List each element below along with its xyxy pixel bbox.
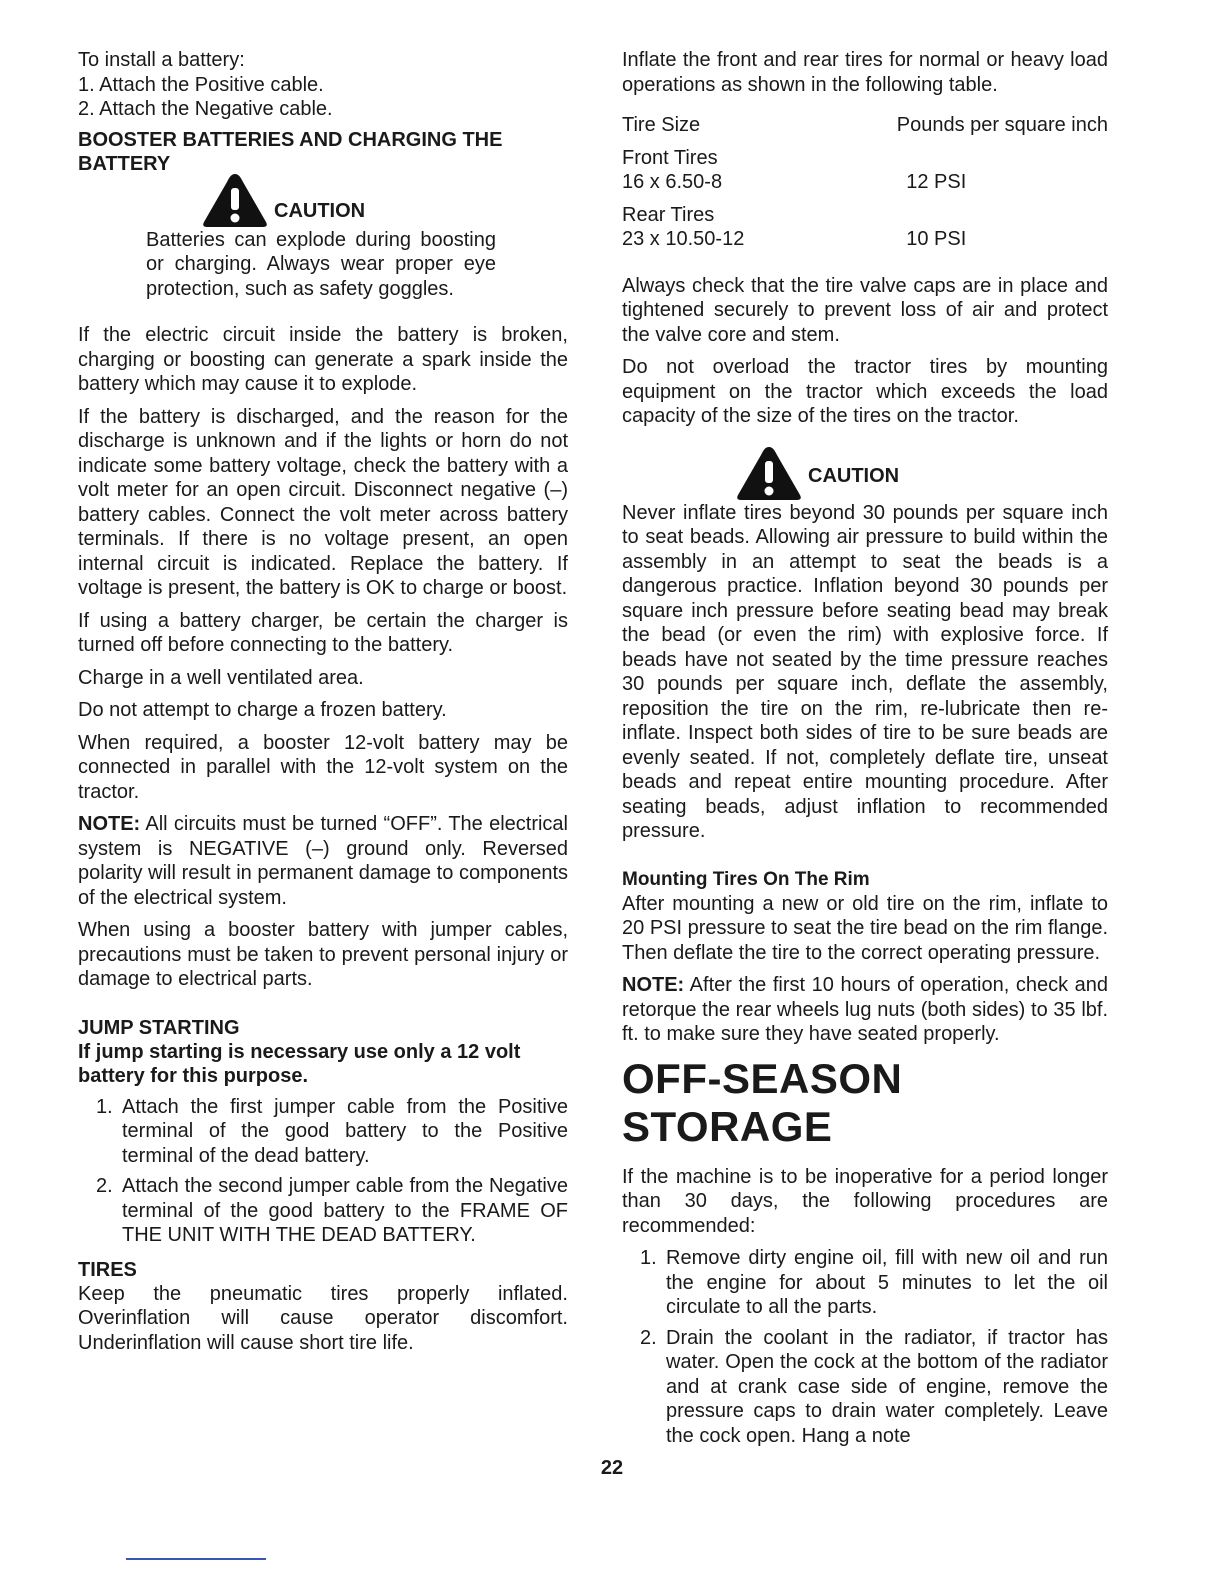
column-header: Pounds per square inch [896,114,1108,136]
jumper-paragraph: When using a booster battery with jumper cables, precautions must be taken to prevent personal injury or damage to electrical parts. [78,919,568,990]
table-cell-size: 23 x 10.50-12 [622,228,745,250]
note-paragraph [622,973,1108,1047]
note-text: All circuits must be turned “OFF”. The electrical system is NEGATIVE (–) ground only. Reversed polarity will result in permanent damage to components of the electrical system. [78,813,568,909]
install-step: 2. Attach the Negative cable. [78,98,333,120]
storage-heading: OFF-SEASON STORAGE [622,1054,903,1150]
tire-pressure-table [622,113,1108,252]
tires-heading: TIRES [78,1258,137,1281]
caution-box-tires [734,437,1108,501]
paragraph: If the electric circuit inside the battery is broken, charging or boosting can generate a spark inside the battery which may cause it to explode. [78,324,568,395]
jump-starting-heading: JUMP STARTING [78,1016,240,1039]
table-cell-size: 16 x 6.50-8 [622,171,723,193]
list-text: Attach the second jumper cable from the Negative terminal of the good battery to the FRAME OF THE UNIT WITH THE DEAD BATTERY. [122,1175,568,1246]
caution-label: CAUTION [274,200,366,222]
tires-text: Keep the pneumatic tires properly inflated. Overinflation will cause operator discomfort. Underinflation will cause short tire life. [78,1282,568,1354]
table-group: Rear Tires [622,203,715,226]
install-intro: To install a battery: [78,49,245,71]
valve-caps-paragraph: Always check that the tire valve caps are in place and tightened securely to prevent loss of air and protect the valve core and stem. [622,274,1108,346]
paragraph: When required, a booster 12-volt battery may be connected in parallel with the 12-volt system on the tractor. [78,731,568,803]
caution-text: Batteries can explode during boosting or charging. Always wear proper eye protection, such as safety goggles. [146,228,496,300]
table-row [622,227,1108,252]
paragraph: Do not attempt to charge a frozen battery. [78,699,447,721]
warning-triangle-icon [734,445,804,501]
caution-box-battery [146,176,568,302]
install-instructions [78,48,568,122]
table-row [622,146,1108,171]
page-number: 22 [600,1457,624,1479]
jump-steps [78,1095,568,1248]
right-column [622,48,1108,1456]
list-text: Attach the first jumper cable from the Positive terminal of the good battery to the Positive terminal of the dead battery. [122,1095,568,1167]
caution-text: Never inflate tires beyond 30 pounds per square inch to seat beads. Allowing air pressure to build within the assembly in an attempt to seat the beads is a dangerous practice. Inflation beyond 30 pounds per square inch pressure before seating bead may break the bead (or even the rim) with explosive force. If beads have not seated by the time pressure reaches 30 pounds per square inch, deflate the assembly, reposition the tire on the rim, re-lubricate then re-inflate. Inspect both sides of tire to be sure beads are evenly seated. If not, completely deflate tire, unseat beads and repeat entire mounting procedure. After seating beads, adjust inflation to recommended pressure. [622,501,1108,842]
mounting-text: After mounting a new or old tire on the rim, inflate to 20 PSI pressure to seat the tire bead on the rim flange. Then deflate the tire to the correct operating pressure. [622,892,1108,964]
caution-label: CAUTION [808,465,900,487]
list-number: 1. [640,1247,657,1269]
list-number: 2. [640,1326,657,1349]
paragraph: If using a battery charger, be certain the charger is turned off before connecting to the battery. [78,609,568,656]
list-number: 1. [96,1095,113,1118]
list-number: 2. [96,1175,113,1197]
table-group: Front Tires [622,146,718,169]
left-column [78,48,568,1363]
note-label: NOTE: [78,813,141,835]
list-item [78,1174,568,1248]
list-item [622,1246,1108,1320]
note-paragraph [78,812,568,910]
note-label: NOTE: [622,974,685,996]
table-cell-psi: 10 PSI [906,228,967,250]
storage-steps [622,1246,1108,1448]
list-item [78,1095,568,1169]
storage-intro: If the machine is to be inoperative for a period longer than 30 days, the following procedures are recommended: [622,1165,1108,1237]
list-text: Drain the coolant in the radiator, if tractor has water. Open the cock at the bottom of the radiator and at crank case side of engine, remove the pressure caps to drain water completely. Leave the cock open. Hang a note [666,1326,1108,1447]
jump-warning: If jump starting is necessary use only a 12 volt battery for this purpose. [78,1040,521,1087]
table-row [622,203,1108,228]
mounting-heading: Mounting Tires On The Rim [622,868,870,890]
table-cell-psi: 12 PSI [906,171,967,193]
paragraph: If the battery is discharged, and the reason for the discharge is unknown and if the lights or horn do not indicate some battery voltage, check the battery with a volt meter for an open circuit. Disconnect negative (–) battery cables. Connect the volt meter across battery terminals. If there is no voltage present, an open internal circuit is indicated. Replace the battery. If voltage is present, the battery is OK to charge or boost. [78,405,568,599]
install-step: 1. Attach the Positive cable. [78,73,324,96]
table-row [622,170,1108,203]
footer-rule [126,1558,266,1560]
inflate-intro: Inflate the front and rear tires for normal or heavy load operations as shown in the following table. [622,49,1108,96]
list-item [622,1326,1108,1449]
overload-paragraph: Do not overload the tractor tires by mounting equipment on the tractor which exceeds the load capacity of the size of the tires on the tractor. [622,356,1108,427]
list-text: Remove dirty engine oil, fill with new oil and run the engine for about 5 minutes to let the oil circulate to all the parts. [666,1247,1108,1318]
table-header-row [622,113,1108,146]
booster-heading: BOOSTER BATTERIES AND CHARGING THE BATTERY [78,128,503,175]
warning-triangle-icon [200,172,270,228]
note-text: After the first 10 hours of operation, check and retorque the rear wheels lug nuts (both sides) to 35 lbf. ft. to make sure they have seated properly. [622,974,1108,1045]
paragraph: Charge in a well ventilated area. [78,666,364,689]
column-header: Tire Size [622,114,701,136]
